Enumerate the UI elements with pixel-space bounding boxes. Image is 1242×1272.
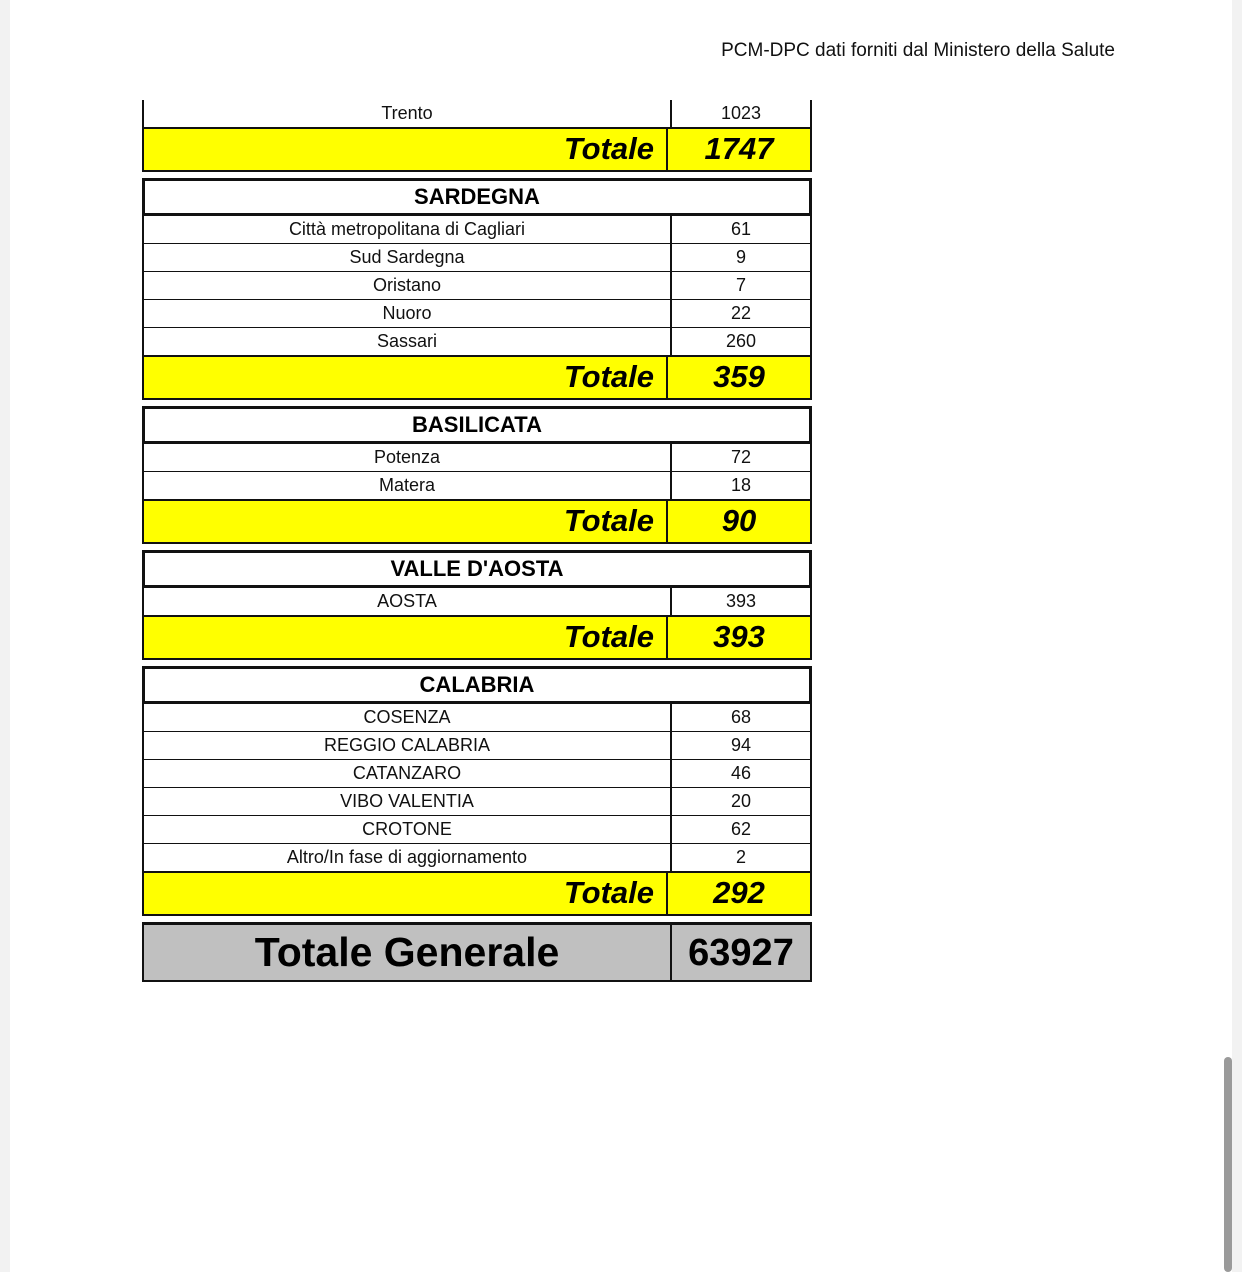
province-name: REGGIO CALABRIA bbox=[144, 732, 672, 759]
table-row bbox=[142, 816, 812, 844]
province-value: 72 bbox=[730, 447, 752, 467]
total-value: 393 bbox=[713, 619, 765, 654]
table-row bbox=[142, 444, 812, 472]
province-value: 20 bbox=[730, 791, 752, 811]
cases-table bbox=[142, 100, 812, 982]
total-value: 359 bbox=[713, 359, 765, 394]
province-value: 46 bbox=[730, 763, 752, 783]
total-label: Totale bbox=[144, 357, 668, 398]
province-value: 7 bbox=[735, 275, 746, 295]
province-value: 18 bbox=[730, 475, 752, 495]
table-row bbox=[142, 704, 812, 732]
province-value: 22 bbox=[730, 303, 752, 323]
province-value: 2 bbox=[735, 847, 746, 867]
region-total-row bbox=[142, 500, 812, 544]
province-name: Sassari bbox=[144, 328, 672, 355]
region-total-row bbox=[142, 872, 812, 916]
total-label: Totale bbox=[144, 873, 668, 914]
province-name: VIBO VALENTIA bbox=[144, 788, 672, 815]
province-name: Potenza bbox=[144, 444, 672, 471]
province-name: Città metropolitana di Cagliari bbox=[144, 216, 672, 243]
vertical-scrollbar[interactable] bbox=[1224, 1057, 1232, 1272]
province-value: 94 bbox=[730, 735, 752, 755]
total-label: Totale bbox=[144, 501, 668, 542]
table-row bbox=[142, 760, 812, 788]
table-row bbox=[142, 732, 812, 760]
province-value: 1023 bbox=[720, 103, 762, 123]
province-name: Altro/In fase di aggiornamento bbox=[144, 844, 672, 871]
province-name: Sud Sardegna bbox=[144, 244, 672, 271]
total-label: Totale bbox=[144, 129, 668, 170]
region-header-calabria: CALABRIA bbox=[142, 666, 812, 704]
total-value: 292 bbox=[713, 875, 765, 910]
total-label: Totale bbox=[144, 617, 668, 658]
province-name: Trento bbox=[144, 100, 672, 127]
province-value: 68 bbox=[730, 707, 752, 727]
province-value: 9 bbox=[735, 247, 746, 267]
province-name: Oristano bbox=[144, 272, 672, 299]
table-row bbox=[142, 328, 812, 356]
region-header-sardegna: SARDEGNA bbox=[142, 178, 812, 216]
region-total-row bbox=[142, 356, 812, 400]
grand-total-value: 63927 bbox=[688, 932, 794, 974]
province-name: Matera bbox=[144, 472, 672, 499]
province-name: CATANZARO bbox=[144, 760, 672, 787]
grand-total-label: Totale Generale bbox=[144, 925, 672, 980]
table-row bbox=[142, 272, 812, 300]
table-row bbox=[142, 244, 812, 272]
province-value: 61 bbox=[730, 219, 752, 239]
province-value: 62 bbox=[730, 819, 752, 839]
table-row bbox=[142, 216, 812, 244]
region-header-basilicata: BASILICATA bbox=[142, 406, 812, 444]
region-total-row bbox=[142, 616, 812, 660]
region-header-valle-daosta: VALLE D'AOSTA bbox=[142, 550, 812, 588]
table-row bbox=[142, 588, 812, 616]
province-name: COSENZA bbox=[144, 704, 672, 731]
document-page bbox=[10, 0, 1232, 1272]
region-total-row bbox=[142, 128, 812, 172]
grand-total-row bbox=[142, 922, 812, 982]
province-name: Nuoro bbox=[144, 300, 672, 327]
province-value: 260 bbox=[725, 331, 757, 351]
table-row bbox=[142, 472, 812, 500]
province-name: AOSTA bbox=[144, 588, 672, 615]
table-row bbox=[142, 788, 812, 816]
total-value: 1747 bbox=[704, 131, 774, 166]
table-row bbox=[142, 300, 812, 328]
table-row bbox=[142, 100, 812, 128]
table-row bbox=[142, 844, 812, 872]
province-value: 393 bbox=[725, 591, 757, 611]
province-name: CROTONE bbox=[144, 816, 672, 843]
source-note: PCM-DPC dati forniti dal Ministero della Salute bbox=[721, 40, 1115, 61]
total-value: 90 bbox=[721, 503, 757, 538]
